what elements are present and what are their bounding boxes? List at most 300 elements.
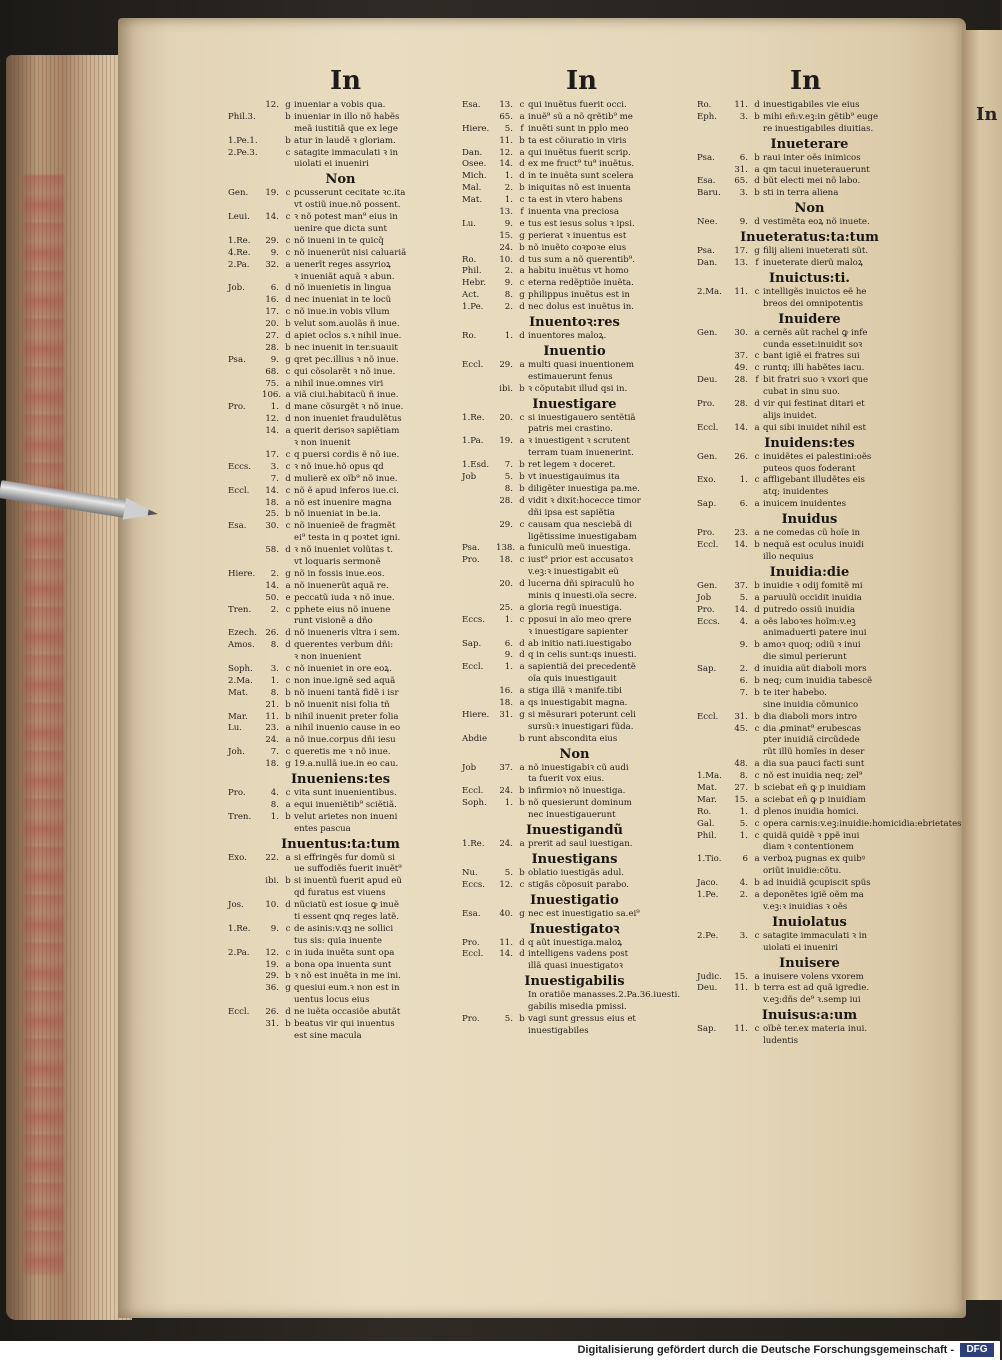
citation-letter: c bbox=[519, 519, 525, 530]
citation-letter: b bbox=[754, 687, 760, 698]
citation-chapter: 1. bbox=[504, 798, 513, 809]
citation-text: nec inuenit in ter.suauit bbox=[294, 342, 398, 353]
concordance-line bbox=[228, 260, 453, 272]
citation-text: puteos quos foderant bbox=[763, 463, 856, 474]
citation-chapter: 3. bbox=[739, 188, 748, 199]
citation-text: nõ ẽ apud inferos iue.ci. bbox=[294, 485, 400, 496]
entry-heading: Inuentio bbox=[543, 343, 606, 359]
entry-heading: Inuiolatus bbox=[772, 914, 847, 930]
citation-letter: b bbox=[285, 876, 291, 887]
citation-book: Gen. bbox=[697, 580, 718, 591]
citation-text: In oratiõe manasses.2.Pa.36.iuesti. bbox=[528, 990, 681, 1001]
concordance-line bbox=[228, 224, 453, 236]
citation-chapter: 28. bbox=[734, 399, 748, 410]
citation-letter: a bbox=[285, 580, 291, 591]
citation-text: nõ inue.corpus dñi iesu bbox=[294, 735, 396, 746]
citation-chapter: 17. bbox=[734, 246, 748, 257]
citation-chapter: 7. bbox=[504, 460, 513, 471]
citation-book: Eccl. bbox=[697, 422, 719, 433]
citation-letter: c bbox=[285, 449, 291, 460]
concordance-line bbox=[228, 900, 453, 912]
citation-text: tus sum a nõ querentib⁹. bbox=[528, 254, 635, 265]
citation-chapter: 37. bbox=[499, 762, 513, 773]
citation-text: ꝛ nõ est inuẽta in me ini. bbox=[294, 971, 401, 982]
citation-chapter: 3. bbox=[270, 461, 279, 472]
concordance-line bbox=[697, 652, 922, 664]
citation-book: 1.Re. bbox=[462, 838, 485, 849]
citation-chapter: 12. bbox=[265, 100, 279, 110]
concordance-line bbox=[462, 436, 687, 448]
citation-chapter: ibi. bbox=[499, 383, 513, 394]
citation-text: perierat ꝛ inuentus est bbox=[528, 230, 627, 241]
citation-text: ꝛ inuestigare sapienter bbox=[528, 626, 628, 637]
concordance-line bbox=[462, 674, 687, 686]
citation-book: 2.Pe. bbox=[697, 930, 719, 941]
citation-book: 1.Re. bbox=[462, 412, 485, 423]
citation-book: Soph. bbox=[228, 663, 253, 674]
citation-letter: c bbox=[519, 614, 525, 625]
citation-letter: c bbox=[285, 247, 291, 258]
citation-text: si inuestigauero sentẽtiã bbox=[528, 412, 636, 423]
citation-book: 2.Pa. bbox=[228, 947, 250, 958]
concordance-line bbox=[228, 569, 453, 581]
citation-letter: c bbox=[754, 723, 760, 734]
citation-text: v.eꝫ:ꝛ inuidias ꝛ oẽs bbox=[763, 901, 848, 912]
concordance-line bbox=[228, 124, 453, 136]
citation-chapter: 1. bbox=[739, 806, 748, 817]
concordance-line bbox=[228, 414, 453, 426]
concordance-line bbox=[462, 360, 687, 372]
citation-letter: d bbox=[754, 664, 760, 675]
citation-chapter: 37. bbox=[734, 580, 748, 591]
citation-chapter: 3. bbox=[739, 111, 748, 122]
citation-book: Psa. bbox=[697, 152, 715, 163]
citation-text: quesiui eum.ꝛ non est in bbox=[294, 983, 400, 994]
citation-book: Mat. bbox=[697, 782, 718, 793]
citation-text: dia diaboli mors intro bbox=[763, 711, 857, 722]
citation-text: ꝛ nõ inue.hõ opus qd bbox=[294, 461, 384, 472]
citation-letter: b bbox=[285, 509, 291, 520]
text-column-2 bbox=[462, 100, 687, 1038]
citation-text: satagite immaculati ꝛ in bbox=[763, 930, 868, 941]
citation-letter: g bbox=[519, 709, 525, 720]
citation-chapter: 2. bbox=[270, 604, 279, 615]
citation-text: illo nequius bbox=[763, 551, 814, 562]
concordance-line bbox=[228, 824, 453, 836]
citation-letter: b bbox=[519, 460, 525, 471]
citation-text: sine inuidia cõmunico bbox=[763, 699, 859, 710]
citation-chapter: 4. bbox=[270, 787, 279, 798]
citation-chapter: 1. bbox=[270, 402, 279, 413]
citation-chapter: 2. bbox=[504, 183, 513, 194]
citation-letter: a bbox=[285, 426, 291, 437]
concordance-line bbox=[697, 724, 922, 736]
concordance-line bbox=[462, 472, 687, 484]
citation-chapter: 2. bbox=[270, 568, 279, 579]
citation-letter: b bbox=[285, 687, 291, 698]
concordance-line bbox=[462, 207, 687, 219]
citation-letter: a bbox=[754, 499, 760, 510]
citation-chapter: 4. bbox=[739, 878, 748, 889]
concordance-line bbox=[462, 183, 687, 195]
citation-letter: d bbox=[519, 949, 525, 960]
concordance-line bbox=[462, 171, 687, 183]
citation-chapter: 11. bbox=[499, 937, 513, 948]
citation-chapter: 11. bbox=[734, 100, 748, 110]
citation-letter: a bbox=[754, 854, 760, 865]
concordance-line bbox=[462, 810, 687, 822]
citation-chapter: 15. bbox=[734, 794, 748, 805]
concordance-line bbox=[697, 972, 922, 984]
concordance-line bbox=[228, 747, 453, 759]
concordance-line bbox=[697, 593, 922, 605]
citation-book: Exo. bbox=[697, 475, 716, 486]
concordance-line bbox=[697, 878, 922, 890]
citation-text: qd furatus est viuens bbox=[294, 888, 386, 899]
citation-letter: b bbox=[285, 971, 291, 982]
citation-text: oĩa quis inuestigauit bbox=[528, 674, 617, 685]
citation-chapter: 15. bbox=[499, 230, 513, 241]
citation-letter: b bbox=[519, 183, 525, 194]
citation-book: Esa. bbox=[697, 176, 716, 187]
citation-chapter: 37. bbox=[734, 351, 748, 362]
citation-text: oĩbẽ ter.ex materia inui. bbox=[763, 1024, 868, 1035]
citation-text: prerit ad saul iuestigan. bbox=[528, 838, 633, 849]
citation-letter: b bbox=[285, 1019, 291, 1030]
concordance-line bbox=[462, 243, 687, 255]
citation-letter: d bbox=[754, 806, 760, 817]
concordance-line bbox=[697, 771, 922, 783]
citation-letter: b bbox=[285, 111, 291, 122]
citation-text: dia sua pauci facti sunt bbox=[763, 759, 865, 770]
citation-chapter: 5. bbox=[504, 867, 513, 878]
concordance-line bbox=[228, 355, 453, 367]
concordance-line bbox=[462, 710, 687, 722]
citation-text: qui inuẽtus fuerit scrip. bbox=[528, 147, 631, 158]
citation-text: multi quasi inuentionem bbox=[528, 359, 634, 370]
citation-letter: c bbox=[285, 675, 291, 686]
concordance-line bbox=[228, 924, 453, 936]
citation-letter: d bbox=[754, 217, 760, 228]
citation-letter: c bbox=[754, 930, 760, 941]
citation-text: pphete eius nõ inuene bbox=[294, 604, 391, 615]
citation-chapter: 28. bbox=[265, 342, 279, 353]
citation-chapter: 19. bbox=[265, 188, 279, 199]
citation-letter: d bbox=[519, 254, 525, 265]
citation-chapter: 12. bbox=[265, 947, 279, 958]
concordance-line bbox=[228, 960, 453, 972]
citation-text: in iuda inuẽta sunt opa bbox=[294, 947, 395, 958]
citation-book: 4.Re. bbox=[228, 247, 251, 258]
citation-text: raui inter oẽs inimicos bbox=[763, 152, 861, 163]
citation-text: nec dolus est inuẽtus in. bbox=[528, 302, 634, 313]
citation-text: nõ inueniat in be.ia. bbox=[294, 509, 381, 520]
citation-letter: b bbox=[519, 1014, 525, 1024]
citation-text: die simul perierunt bbox=[763, 652, 847, 663]
citation-letter: e bbox=[285, 592, 291, 603]
citation-letter: c bbox=[519, 100, 525, 110]
citation-letter: d bbox=[285, 900, 291, 911]
entry-heading: Inuestigatio bbox=[530, 892, 619, 908]
citation-text: mulierẽ ex oĩb⁹ nõ inue. bbox=[294, 473, 398, 484]
citation-chapter: 5. bbox=[739, 818, 748, 829]
citation-letter: c bbox=[519, 555, 525, 566]
citation-chapter: 13. bbox=[499, 207, 513, 218]
citation-book: Esa. bbox=[228, 521, 247, 532]
citation-text: ꝛ nõ potest man⁹ eius in bbox=[294, 212, 398, 223]
citation-text: est sine macula bbox=[294, 1030, 362, 1041]
entry-heading: Inuidere bbox=[778, 311, 841, 327]
citation-text: ne iuẽta occasiõe abutãt bbox=[294, 1007, 401, 1018]
citation-text: nõ inuestigabiꝛ cũ audi bbox=[528, 762, 629, 773]
citation-text: gloria regũ inuestiga. bbox=[528, 602, 622, 613]
citation-chapter: 9. bbox=[270, 923, 279, 934]
citation-book: Job. bbox=[228, 283, 245, 294]
concordance-line bbox=[228, 148, 453, 160]
citation-letter: c bbox=[285, 212, 291, 223]
citation-text: qui inuẽtus fuerit occi. bbox=[528, 100, 627, 110]
citation-book: Abdie bbox=[462, 733, 488, 744]
citation-book: Phil. bbox=[697, 830, 717, 841]
concordance-line bbox=[697, 351, 922, 363]
citation-letter: b bbox=[285, 135, 291, 146]
concordance-line bbox=[462, 949, 687, 961]
concordance-line bbox=[462, 880, 687, 892]
citation-book: Job bbox=[697, 592, 712, 603]
citation-text: sapientiã dei precedentẽ bbox=[528, 662, 636, 673]
citation-chapter: 30. bbox=[734, 327, 748, 338]
citation-letter: c bbox=[754, 351, 760, 362]
concordance-line bbox=[697, 387, 922, 399]
citation-chapter: 20. bbox=[499, 412, 513, 423]
citation-text: tus sis: quia inuente bbox=[294, 935, 382, 946]
citation-letter: a bbox=[754, 422, 760, 433]
concordance-line bbox=[228, 593, 453, 605]
concordance-line bbox=[462, 484, 687, 496]
citation-letter: a bbox=[519, 266, 525, 277]
citation-book: Mat. bbox=[462, 195, 483, 206]
citation-text: ligẽtissime inuestigabam bbox=[528, 531, 637, 542]
concordance-line bbox=[228, 159, 453, 171]
citation-letter: b bbox=[519, 135, 525, 146]
concordance-line bbox=[228, 581, 453, 593]
citation-chapter: 50. bbox=[265, 592, 279, 603]
citation-letter: b bbox=[285, 699, 291, 710]
concordance-line bbox=[697, 112, 922, 124]
citation-letter: c bbox=[754, 818, 760, 829]
concordance-line bbox=[228, 295, 453, 307]
running-head-center: In bbox=[566, 66, 598, 96]
citation-text: rũt illũ homĩes in deser bbox=[763, 747, 865, 758]
citation-text: iniquitas nõ est inuenta bbox=[528, 183, 631, 194]
concordance-line bbox=[462, 148, 687, 160]
concordance-line bbox=[462, 331, 687, 343]
citation-text: atq; inuidentes bbox=[763, 487, 829, 498]
citation-letter: b bbox=[285, 811, 291, 822]
citation-text: ludentis bbox=[763, 1036, 799, 1047]
citation-text: sciebat eñ ꝙ p inuidiam bbox=[763, 782, 866, 793]
concordance-line bbox=[228, 307, 453, 319]
citation-text: v.eꝫ:ꝛ inuestigabit eũ bbox=[528, 567, 619, 578]
citation-book: Ro. bbox=[697, 100, 712, 110]
citation-text: pter inuidiã circũdede bbox=[763, 735, 860, 746]
citation-book: 2.Ma. bbox=[228, 675, 253, 686]
citation-text: inuidie ꝛ odij fomitẽ mi bbox=[763, 580, 863, 591]
citation-chapter: 8. bbox=[504, 483, 513, 494]
citation-letter: b bbox=[519, 786, 525, 797]
concordance-line bbox=[228, 136, 453, 148]
citation-chapter: 17. bbox=[265, 449, 279, 460]
citation-letter: f bbox=[755, 258, 759, 269]
concordance-line bbox=[697, 676, 922, 688]
citation-book: Act. bbox=[462, 290, 480, 301]
citation-letter: d bbox=[519, 159, 525, 170]
citation-chapter: 3. bbox=[270, 663, 279, 674]
concordance-line bbox=[462, 662, 687, 674]
citation-chapter: ibi. bbox=[265, 876, 279, 887]
digitization-footer bbox=[0, 1341, 1000, 1360]
citation-chapter: 9. bbox=[504, 218, 513, 229]
citation-letter: c bbox=[285, 188, 291, 199]
citation-letter: d bbox=[519, 495, 525, 506]
citation-chapter: 3. bbox=[739, 930, 748, 941]
citation-text: vt inuestigauimus ita bbox=[528, 472, 620, 483]
citation-text: quidã quidẽ ꝛ ppẽ inui bbox=[763, 830, 860, 841]
citation-text: si inuentũ fuerit apud eũ bbox=[294, 876, 402, 887]
citation-book: Ro. bbox=[697, 806, 712, 817]
citation-book: Pro. bbox=[462, 555, 480, 566]
concordance-line bbox=[462, 543, 687, 555]
citation-text: nõ inuenit nisi folia tñ bbox=[294, 699, 390, 710]
concordance-line bbox=[697, 1024, 922, 1036]
citation-chapter: 27. bbox=[265, 331, 279, 342]
concordance-line bbox=[228, 474, 453, 486]
citation-text: dñi ipsa est sapiẽtia bbox=[528, 507, 615, 518]
concordance-line bbox=[228, 664, 453, 676]
citation-chapter: 16. bbox=[499, 686, 513, 697]
citation-chapter: 6. bbox=[270, 283, 279, 294]
citation-book: Psa. bbox=[462, 543, 480, 554]
citation-text: non inueniet fraudulẽtus bbox=[294, 414, 402, 425]
concordance-line bbox=[228, 948, 453, 960]
concordance-line bbox=[228, 688, 453, 700]
concordance-line bbox=[462, 798, 687, 810]
concordance-line bbox=[697, 165, 922, 177]
citation-letter: a bbox=[519, 686, 525, 697]
citation-text: ꝛ non inuenient bbox=[294, 652, 362, 663]
citation-text: cubat in sinu suo. bbox=[763, 387, 840, 398]
citation-letter: b bbox=[754, 711, 760, 722]
entry-heading: Inuentus:ta:tum bbox=[281, 836, 400, 852]
citation-letter: f bbox=[520, 207, 524, 218]
citation-text: ꝛ inueniãt aquã ꝛ abun. bbox=[294, 271, 395, 282]
citation-text: mihi eñ:v.eꝫ:in gẽtib⁹ euge bbox=[763, 111, 879, 122]
concordance-line bbox=[697, 688, 922, 700]
citation-book: 1.Ma. bbox=[697, 771, 722, 782]
citation-text: vidit ꝛ dixit:hocecce timor bbox=[528, 495, 641, 506]
citation-chapter: 28. bbox=[734, 375, 748, 386]
citation-chapter: 12. bbox=[265, 414, 279, 425]
concordance-line bbox=[228, 788, 453, 800]
concordance-line bbox=[228, 876, 453, 888]
citation-text: ta est cõiuratio in viris bbox=[528, 135, 627, 146]
concordance-line bbox=[462, 460, 687, 472]
citation-chapter: 26. bbox=[265, 628, 279, 639]
concordance-line bbox=[462, 424, 687, 436]
citation-text: querit derisoꝛ sapiẽtiam bbox=[294, 426, 400, 437]
citation-letter: c bbox=[519, 278, 525, 289]
citation-text: inueterate dierũ maloꝝ bbox=[763, 258, 863, 269]
citation-chapter: 2. bbox=[504, 302, 513, 313]
citation-chapter: 18. bbox=[499, 697, 513, 708]
citation-book: Eccl. bbox=[462, 359, 484, 370]
citation-text: inueniar in illo nõ habẽs bbox=[294, 111, 400, 122]
citation-chapter: 48. bbox=[734, 759, 748, 770]
citation-chapter: 20. bbox=[265, 319, 279, 330]
citation-book: Sap. bbox=[697, 1024, 717, 1035]
concordance-line bbox=[228, 853, 453, 865]
citation-text: gabilis misedia pmissi. bbox=[528, 1002, 627, 1013]
citation-letter: c bbox=[285, 947, 291, 958]
citation-book: 1.Pe. bbox=[462, 302, 484, 313]
concordance-line bbox=[228, 367, 453, 379]
concordance-line bbox=[462, 496, 687, 508]
citation-letter: d bbox=[519, 331, 525, 342]
citation-book: Tren. bbox=[228, 604, 252, 615]
citation-text: ex me fruct⁹ tu⁹ inuẽtus. bbox=[528, 159, 635, 170]
citation-letter: d bbox=[754, 604, 760, 615]
citation-text: te iter habebo. bbox=[763, 687, 827, 698]
concordance-line bbox=[697, 759, 922, 771]
citation-book: Eccl. bbox=[697, 540, 719, 551]
citation-text: querentes verbum dñi: bbox=[294, 640, 394, 651]
citation-book: Pro. bbox=[462, 937, 480, 948]
citation-letter: a bbox=[754, 794, 760, 805]
citation-letter: a bbox=[285, 390, 291, 401]
citation-letter: c bbox=[285, 235, 291, 246]
citation-chapter: 14. bbox=[734, 540, 748, 551]
citation-chapter: 24. bbox=[499, 242, 513, 253]
citation-chapter: 9. bbox=[270, 354, 279, 365]
citation-letter: b bbox=[754, 580, 760, 591]
citation-text: nõ est inuidia neq; zel⁹ bbox=[763, 771, 863, 782]
citation-text: nequã est oculus inuidi bbox=[763, 540, 864, 551]
concordance-line bbox=[697, 176, 922, 188]
concordance-line bbox=[462, 868, 687, 880]
citation-chapter: 40. bbox=[499, 908, 513, 919]
concordance-line bbox=[228, 983, 453, 995]
citation-text: ne comedas cũ hoĩe in bbox=[763, 528, 860, 539]
citation-chapter: 8. bbox=[739, 771, 748, 782]
concordance-line bbox=[697, 735, 922, 747]
concordance-line bbox=[697, 902, 922, 914]
citation-letter: c bbox=[285, 485, 291, 496]
citation-chapter: 14. bbox=[734, 422, 748, 433]
citation-letter: g bbox=[285, 100, 291, 110]
citation-book: Exo. bbox=[228, 852, 247, 863]
citation-chapter: 6. bbox=[739, 499, 748, 510]
citation-chapter: 12. bbox=[499, 879, 513, 890]
citation-letter: b bbox=[519, 242, 525, 253]
citation-text: ꝛ nõ inueniet volũtas t. bbox=[294, 545, 393, 556]
text-column-3 bbox=[697, 100, 962, 1048]
entry-heading: Inuictus:ti. bbox=[769, 270, 850, 286]
concordance-line bbox=[228, 700, 453, 712]
concordance-line bbox=[228, 735, 453, 747]
concordance-line bbox=[697, 100, 922, 112]
footer-credit-text: Digitalisierung gefördert durch die Deutsche Forschungsgemeinschaft - bbox=[577, 1344, 954, 1356]
citation-letter: a bbox=[754, 327, 760, 338]
